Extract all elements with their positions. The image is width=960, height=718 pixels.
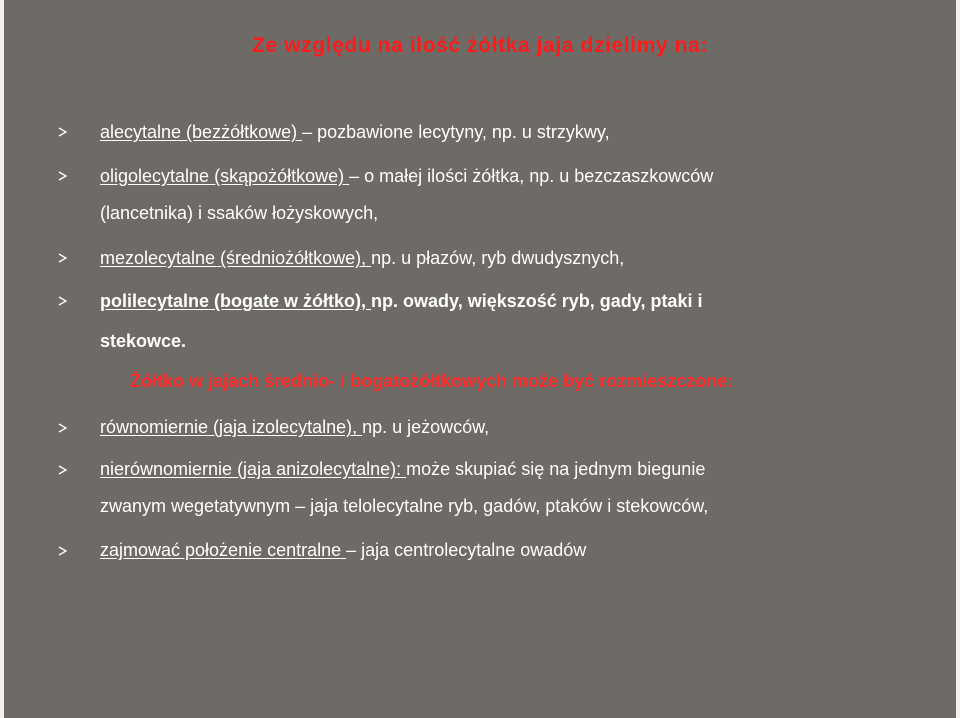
list-item — [100, 165, 713, 187]
term: alecytalne (bezżółtkowe) — [100, 122, 303, 142]
list-item — [100, 539, 586, 561]
list-item — [100, 247, 624, 269]
term: mezolecytalne (średniożółtkowe), — [100, 248, 372, 268]
description: – jaja centrolecytalne owadów — [346, 540, 587, 560]
arrowhead-bullet-icon — [58, 127, 68, 137]
term: nierównomiernie (jaja anizolecytalne): — [100, 459, 407, 479]
list-item — [100, 458, 705, 480]
arrowhead-bullet-icon — [58, 253, 68, 263]
arrowhead-bullet-icon — [58, 465, 68, 475]
arrowhead-bullet-icon — [58, 296, 68, 306]
list-item — [100, 121, 610, 143]
arrowhead-bullet-icon — [58, 546, 68, 556]
list-item-continuation: (lancetnika) i ssaków łożyskowych, — [100, 203, 379, 223]
list-item — [100, 416, 489, 438]
term: zajmować położenie centralne — [100, 540, 347, 560]
list-item-continuation: stekowce. — [100, 331, 187, 351]
term: oligolecytalne (skąpożółtkowe) — [100, 166, 350, 186]
arrowhead-bullet-icon — [58, 423, 68, 433]
arrowhead-bullet-icon — [58, 171, 68, 181]
description: np. u jeżowców, — [362, 417, 490, 437]
term: równomiernie (jaja izolecytalne), — [100, 417, 363, 437]
description: np. owady, większość ryb, gady, ptaki i — [371, 291, 703, 311]
term: polilecytalne (bogate w żółtko), — [100, 291, 372, 311]
slide-title: Ze względu na ilość żółtka jaja dzielimy na: — [252, 34, 708, 57]
list-item-continuation: zwanym wegetatywnym – jaja telolecytalne ryb, gadów, ptaków i stekowców, — [100, 496, 709, 516]
description: może skupiać się na jednym biegunie — [406, 459, 706, 479]
description: – pozbawione lecytyny, np. u strzykwy, — [302, 122, 610, 142]
description: – o małej ilości żółtka, np. u bezczaszkowców — [349, 166, 714, 186]
section-subheading: Żółtko w jajach średnio- i bogatożółtkowych może być rozmieszczone: — [130, 371, 734, 391]
description: np. u płazów, ryb dwudysznych, — [371, 248, 625, 268]
list-item — [100, 290, 702, 312]
